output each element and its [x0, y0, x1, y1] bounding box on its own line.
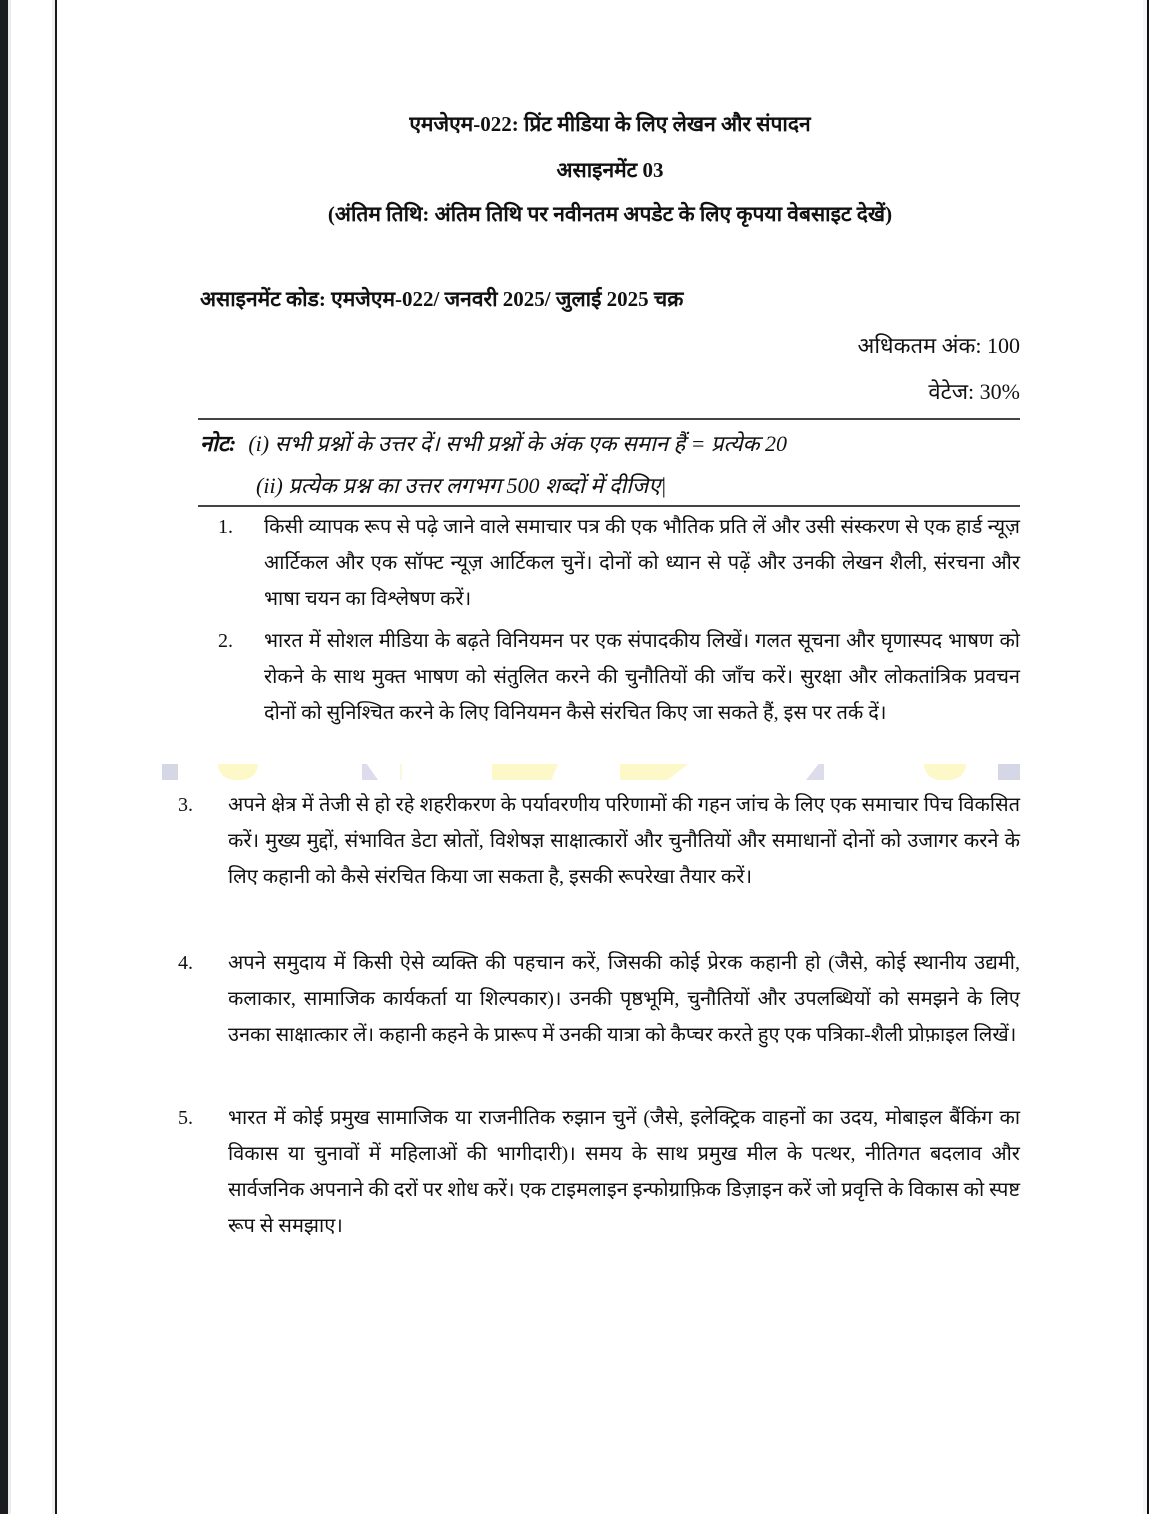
divider-bottom: [198, 505, 1020, 507]
question-text: भारत में सोशल मीडिया के बढ़ते विनियमन पर एक संपादकीय लिखें। गलत सूचना और घृणास्पद भाषण को रोकने के साथ मुक्त भाषण को संतुलित करने की चुनौतियों की जाँच करें। सुरक्षा और लोकतांत्रिक प्रवचन दोनों को सुनिश्चित करने के लिए विनियमन कैसे संरचित किए जा सकते हैं, इस पर तर्क दें।: [264, 630, 1020, 724]
question-number: 3.: [178, 794, 193, 816]
question-number: 2.: [218, 630, 233, 652]
watermark-square-icon: [998, 764, 1020, 780]
question-number: 1.: [218, 516, 233, 538]
note-label: नोट:: [200, 431, 237, 456]
assignment-code: असाइनमेंट कोड: एमजेएम-022/ जनवरी 2025/ जुलाई 2025 चक्र: [200, 287, 684, 311]
question-number: 4.: [178, 952, 193, 974]
viewer-left-edge: [0, 0, 8, 1514]
watermark-bar-icon: [400, 764, 402, 780]
watermark-square-icon: [162, 764, 178, 780]
question-text: अपने क्षेत्र में तेजी से हो रहे शहरीकरण के पर्यावरणीय परिणामों की गहन जांच के लिए एक समाचार पिच विकसित करें। मुख्य मुद्दों, संभावित डेटा स्रोतों, विशेषज्ञ साक्षात्कारों और चुनौतियों और समाधानों दोनों को उजागर करने के लिए कहानी को कैसे संरचित किया जा सकता है, इसकी रूपरेखा तैयार करें।: [228, 794, 1020, 888]
note-line-2: (ii) प्रत्येक प्रश्न का उत्तर लगभग 500 शब्दों में दीजिए|: [256, 473, 667, 498]
course-title: एमजेएम-022: प्रिंट मीडिया के लिए लेखन और संपादन: [409, 112, 811, 136]
note-text-1: (i) सभी प्रश्नों के उत्तर दें। सभी प्रश्नों के अंक एक समान हैं = प्रत्येक 20: [248, 431, 788, 456]
watermark-blob-icon: [924, 764, 966, 780]
question-text: किसी व्यापक रूप से पढ़े जाने वाले समाचार पत्र की एक भौतिक प्रति लें और उसी संस्करण से एक हार्ड न्यूज़ आर्टिकल और एक सॉफ्ट न्यूज़ आर्टिकल चुनें। दोनों को ध्यान से पढ़ें और उनकी लेखन शैली, संरचना और भाषा चयन का विश्लेषण करें।: [264, 516, 1020, 610]
watermark-trapezoid-icon: [620, 764, 688, 780]
watermark-trapezoid-icon: [492, 764, 558, 780]
max-marks: अधिकतम अंक: 100: [857, 333, 1020, 358]
question-text: अपने समुदाय में किसी ऐसे व्यक्ति की पहचान करें, जिसकी कोई प्रेरक कहानी हो (जैसे, कोई स्थानीय उद्यमी, कलाकार, सामाजिक कार्यकर्ता या शिल्पकार)। उनकी पृष्ठभूमि, चुनौतियों और उपलब्धियों को समझने के लिए उनका साक्षात्कार लें। कहानी कहने के प्रारूप में उनकी यात्रा को कैप्चर करते हुए एक पत्रिका-शैली प्रोफ़ाइल लिखें।: [228, 952, 1020, 1046]
divider-top: [198, 418, 1020, 420]
question-text: भारत में कोई प्रमुख सामाजिक या राजनीतिक रुझान चुनें (जैसे, इलेक्ट्रिक वाहनों का उदय, मोबाइल बैंकिंग का विकास या चुनावों में महिलाओं की भागीदारी)। समय के साथ प्रमुख मील के पत्थर, नीतिगत बदलाव और सार्वजनिक अपनाने की दरों पर शोध करें। एक टाइमलाइन इन्फोग्राफ़िक डिज़ाइन करें जो प्रवृत्ति के विकास को स्पष्ट रूप से समझाए।: [228, 1107, 1020, 1237]
assignment-number: असाइनमेंट 03: [556, 158, 664, 182]
watermark-wedge-icon: [806, 764, 824, 780]
deadline-note: (अंतिम तिथि: अंतिम तिथि पर नवीनतम अपडेट के लिए कृपया वेबसाइट देखें): [327, 202, 893, 226]
watermark-wedge-icon: [362, 764, 378, 780]
watermark-blob-icon: [218, 764, 258, 780]
viewer-margin-shade: [8, 0, 11, 1514]
note-line-1: [200, 428, 1020, 458]
question-number: 5.: [178, 1107, 193, 1129]
weightage: वेटेज: 30%: [928, 379, 1020, 404]
